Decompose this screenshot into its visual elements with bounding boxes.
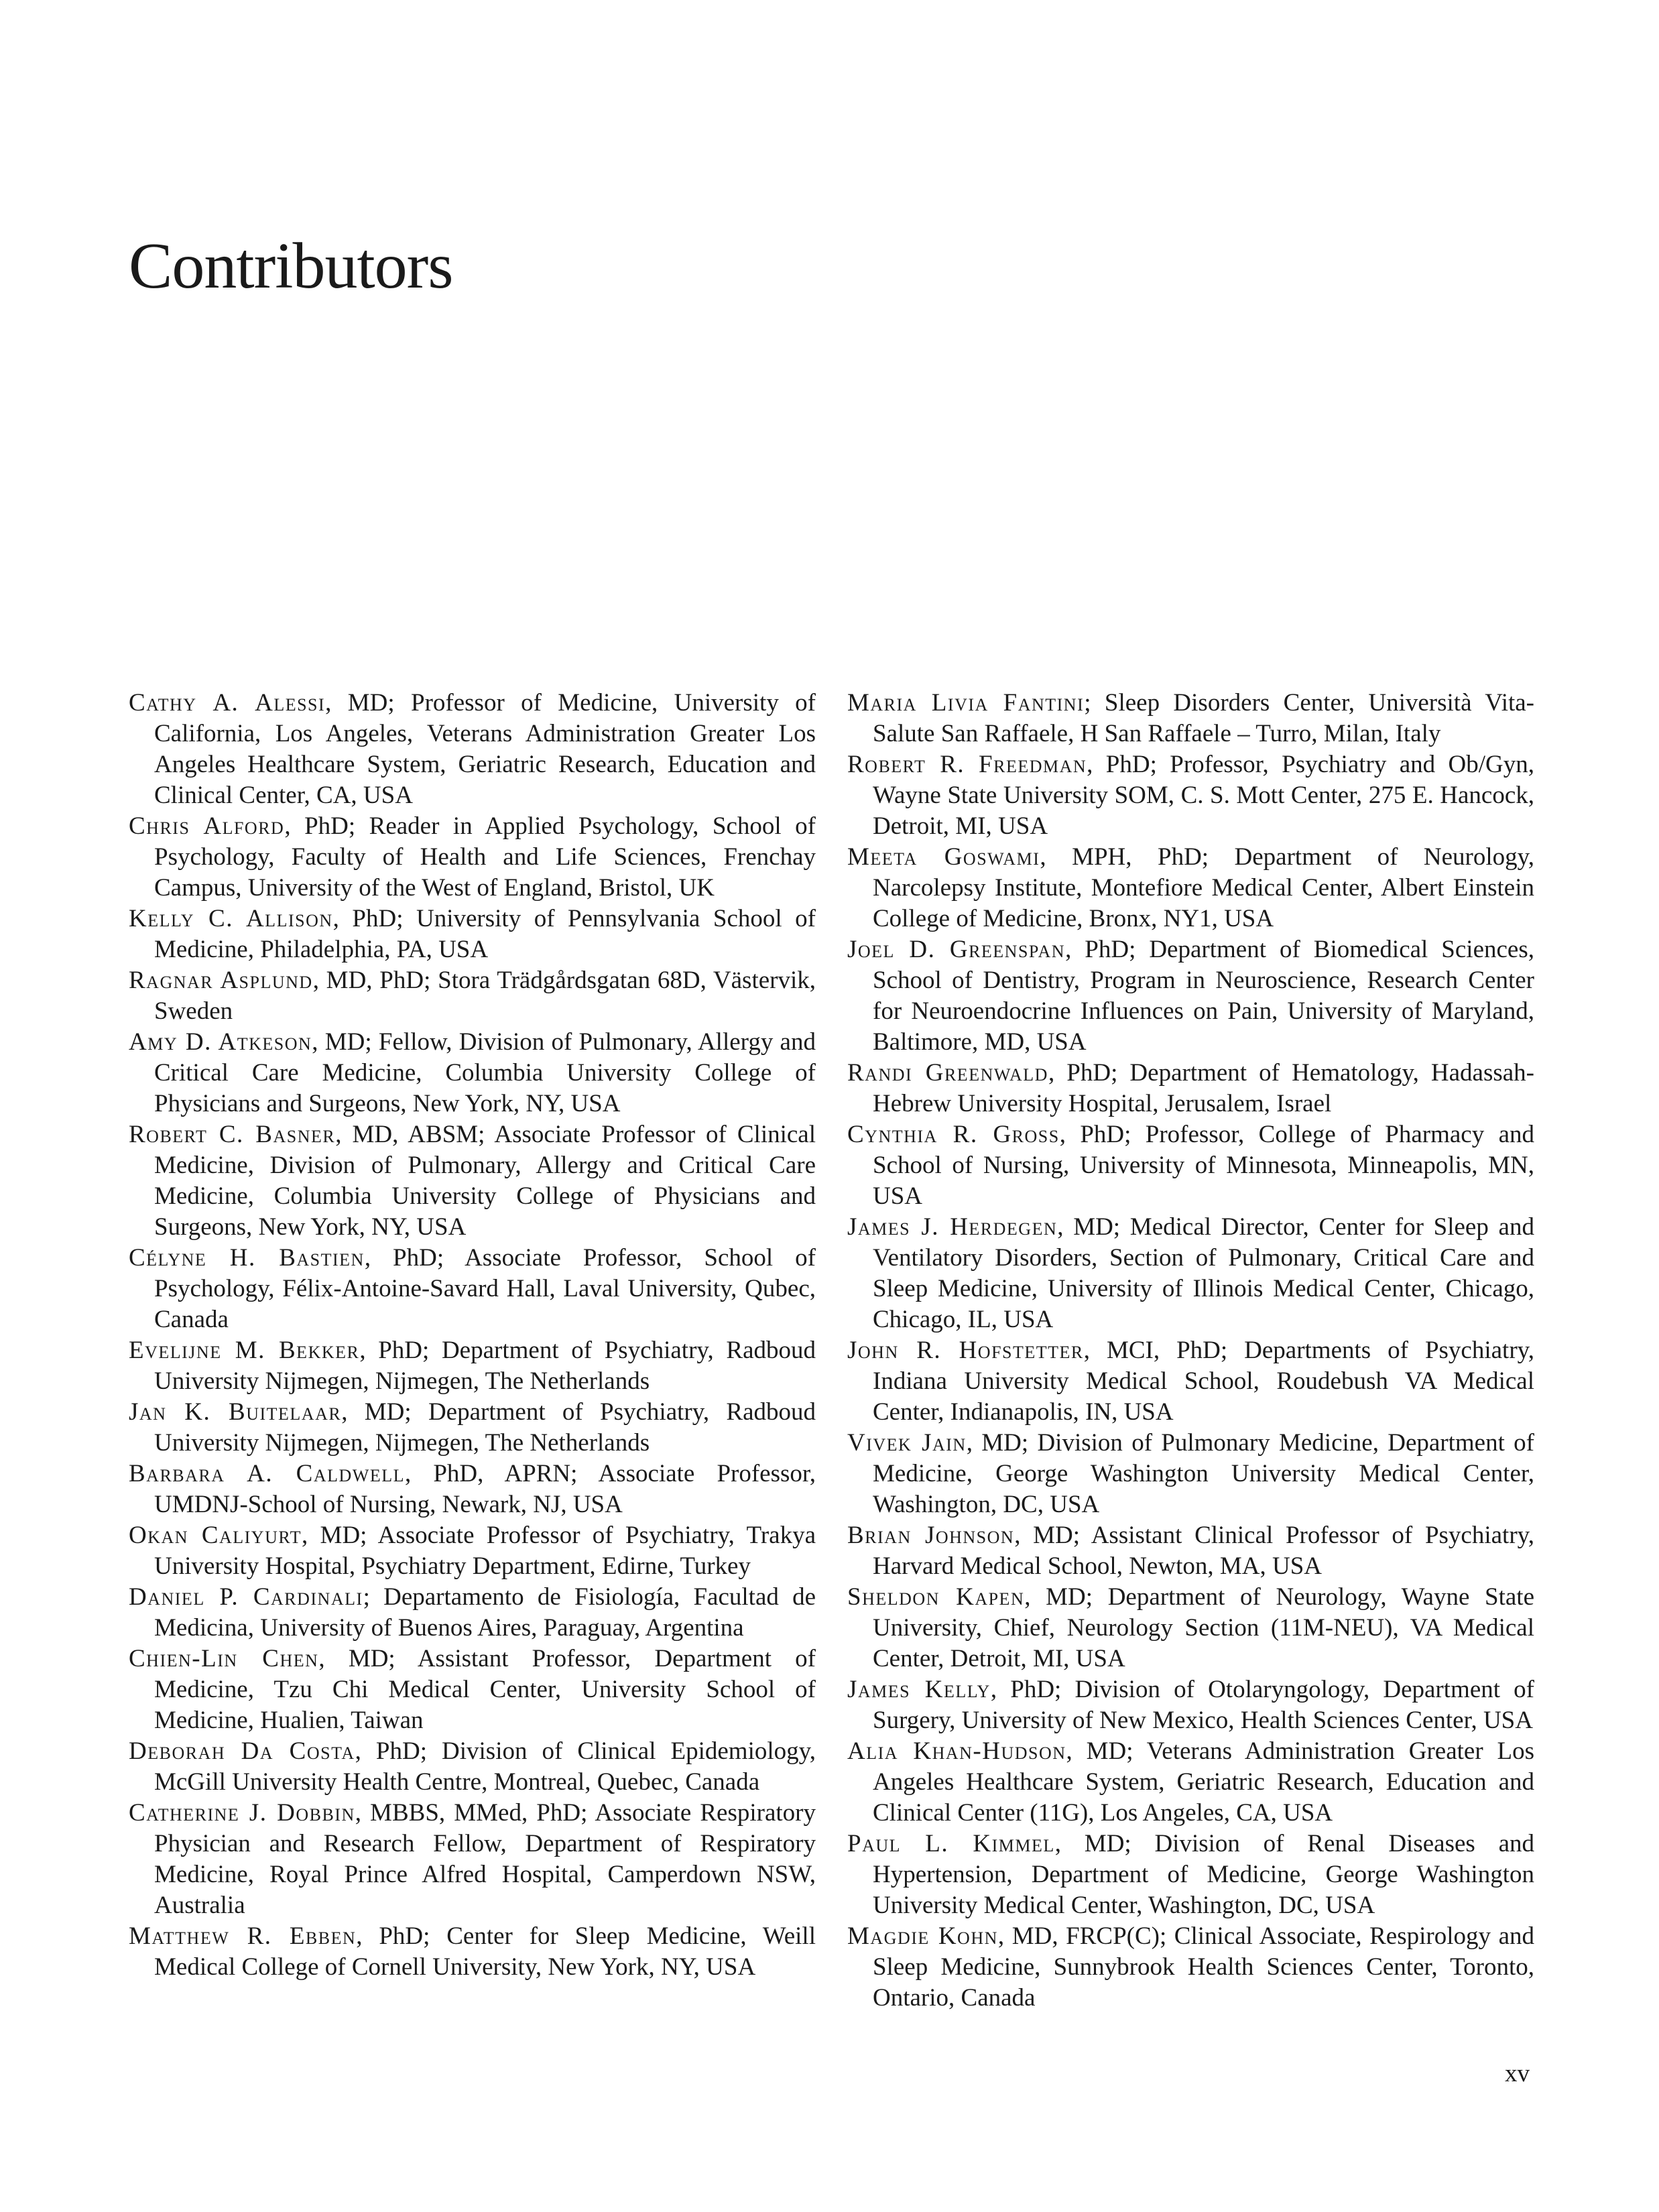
contributor-affiliation: , MD; Veterans Administration Greater Los Angeles Healthcare System, Geriatric Research, Education and Clinical Center (11G), Los Angeles, CA, USA xyxy=(873,1737,1534,1827)
contributor-name: Brian Johnson xyxy=(847,1522,1015,1549)
contributor-name: Alia Khan-Hudson xyxy=(847,1737,1066,1765)
contributor-name: Paul L. Kimmel xyxy=(847,1830,1055,1857)
contributor-affiliation: , PhD; Professor, College of Pharmacy and School of Nursing, University of Minnesota, Minneapolis, MN, USA xyxy=(873,1121,1534,1210)
page-title: Contributors xyxy=(129,230,453,302)
contributor-name: Daniel P. Cardinali xyxy=(129,1583,363,1611)
contributor-name: Randi Greenwald xyxy=(847,1059,1048,1087)
contributor-affiliation: , MD; Assistant Professor, Department of Medicine, Tzu Chi Medical Center, University School of Medicine, Hualien, Taiwan xyxy=(154,1645,816,1734)
contributor-affiliation: , MD; Associate Professor of Psychiatry, Trakya University Hospital, Psychiatry Department, Edirne, Turkey xyxy=(154,1522,816,1580)
contributor-name: Joel D. Greenspan xyxy=(847,936,1066,963)
contributor-entry xyxy=(129,965,816,1027)
contributor-affiliation: ; Departamento de Fisiología, Facultad de Medicina, University of Buenos Aires, Paraguay, Argentina xyxy=(154,1583,816,1642)
contributor-affiliation: , MD; Department of Neurology, Wayne State University, Chief, Neurology Section (11M-NEU), VA Medical Center, Detroit, MI, USA xyxy=(873,1583,1535,1672)
contributor-entry xyxy=(847,934,1534,1058)
contributor-entry xyxy=(847,1520,1534,1582)
contributor-name: Kelly C. Allison xyxy=(129,905,333,932)
contributor-entry xyxy=(129,688,816,811)
contributor-name: Deborah Da Costa xyxy=(129,1737,355,1765)
contributor-entry xyxy=(129,1520,816,1582)
contributor-entry xyxy=(129,904,816,965)
contributors-right-column xyxy=(847,688,1534,2014)
contributor-entry xyxy=(847,1921,1534,2014)
contributor-affiliation: , PhD; Department of Biomedical Sciences, School of Dentistry, Program in Neuroscience, Research Center for Neuroendocrine Influences on Pain, University of Maryland, Baltimore, MD, USA xyxy=(873,936,1534,1056)
contributor-affiliation: , PhD; Professor, Psychiatry and Ob/Gyn, Wayne State University SOM, C. S. Mott Center, 275 E. Hancock, Detroit, MI, USA xyxy=(873,751,1534,840)
page-number: xv xyxy=(1505,2060,1530,2087)
contributor-affiliation: , PhD; Department of Psychiatry, Radboud University Nijmegen, Nijmegen, The Netherlands xyxy=(154,1337,816,1395)
contributor-affiliation: , MD; Department of Psychiatry, Radboud University Nijmegen, Nijmegen, The Netherlands xyxy=(154,1398,816,1457)
contributor-name: James Kelly xyxy=(847,1676,991,1703)
contributor-entry xyxy=(129,1798,816,1921)
contributor-name: James J. Herdegen xyxy=(847,1213,1058,1241)
contributor-affiliation: , PhD; Department of Hematology, Hadassah-Hebrew University Hospital, Jerusalem, Israel xyxy=(873,1059,1534,1117)
contributor-affiliation: , MD; Division of Renal Diseases and Hypertension, Department of Medicine, George Washington University Medical Center, Washington, DC, USA xyxy=(873,1830,1534,1919)
contributor-entry xyxy=(129,1397,816,1459)
contributor-entry xyxy=(847,1212,1534,1335)
contributor-affiliation: , MD, PhD; Stora Trädgårdsgatan 68D, Västervik, Sweden xyxy=(154,967,816,1025)
contributor-affiliation: , MD, FRCP(C); Clinical Associate, Respirology and Sleep Medicine, Sunnybrook Health Sciences Center, Toronto, Ontario, Canada xyxy=(873,1922,1534,2012)
contributor-affiliation: , MD, ABSM; Associate Professor of Clinical Medicine, Division of Pulmonary, Allergy and Critical Care Medicine, Columbia University College of Physicians and Surgeons, New York, NY, USA xyxy=(154,1121,816,1241)
contributor-name: John R. Hofstetter xyxy=(847,1337,1084,1364)
contributor-entry xyxy=(129,1243,816,1335)
contributor-name: Matthew R. Ebben xyxy=(129,1922,357,1950)
contributor-name: Robert C. Basner xyxy=(129,1121,336,1148)
contributor-name: Chien-Lin Chen xyxy=(129,1645,319,1672)
contributor-affiliation: , MD; Assistant Clinical Professor of Psychiatry, Harvard Medical School, Newton, MA, USA xyxy=(873,1522,1534,1580)
contributor-name: Vivek Jain xyxy=(847,1429,967,1457)
contributor-name: Maria Livia Fantini xyxy=(847,689,1085,717)
contributor-affiliation: , MD; Division of Pulmonary Medicine, Department of Medicine, George Washington University Medical Center, Washington, DC, USA xyxy=(873,1429,1534,1518)
contributor-affiliation: , MPH, PhD; Department of Neurology, Narcolepsy Institute, Montefiore Medical Center, Albert Einstein College of Medicine, Bronx, NY1, USA xyxy=(873,843,1535,932)
contributor-name: Cathy A. Alessi xyxy=(129,689,326,717)
contributor-name: Barbara A. Caldwell xyxy=(129,1460,405,1487)
contributor-entry xyxy=(129,1027,816,1119)
contributor-entry xyxy=(129,1119,816,1243)
contributor-name: Jan K. Buitelaar xyxy=(129,1398,342,1426)
contributor-name: Catherine J. Dobbin xyxy=(129,1799,355,1827)
contributor-name: Evelijne M. Bekker xyxy=(129,1337,360,1364)
contributor-name: Sheldon Kapen xyxy=(847,1583,1025,1611)
contributor-affiliation: , PhD; Division of Otolaryngology, Department of Surgery, University of New Mexico, Health Sciences Center, USA xyxy=(873,1676,1534,1734)
contributor-entry xyxy=(847,749,1534,842)
contributor-name: Amy D. Atkeson xyxy=(129,1028,312,1056)
contributor-affiliation: , PhD; Center for Sleep Medicine, Weill Medical College of Cornell University, New York, NY, USA xyxy=(154,1922,816,1981)
contributor-entry xyxy=(129,1736,816,1798)
contributor-entry xyxy=(847,688,1534,749)
contributor-entry xyxy=(847,1335,1534,1428)
contributor-affiliation: , PhD; Associate Professor, School of Psychology, Félix-Antoine-Savard Hall, Laval University, Qubec, Canada xyxy=(154,1244,816,1333)
contributor-affiliation: ; Sleep Disorders Center, Università Vita-Salute San Raffaele, H San Raffaele – Turro, Milan, Italy xyxy=(873,689,1534,747)
contributor-entry xyxy=(847,1829,1534,1921)
contributor-name: Cynthia R. Gross xyxy=(847,1121,1060,1148)
contributor-name: Robert R. Freedman xyxy=(847,751,1087,778)
contributor-name: Okan Caliyurt xyxy=(129,1522,302,1549)
contributor-affiliation: , MD; Medical Director, Center for Sleep and Ventilatory Disorders, Section of Pulmonary, Critical Care and Sleep Medicine, University of Illinois Medical Center, Chicago, Chicago, IL, USA xyxy=(873,1213,1534,1333)
contributor-entry xyxy=(847,1582,1534,1674)
contributor-entry xyxy=(129,811,816,904)
contributor-entry xyxy=(847,1674,1534,1736)
contributor-name: Chris Alford xyxy=(129,812,285,840)
contributor-entry xyxy=(129,1921,816,1983)
contributor-affiliation: , PhD; University of Pennsylvania School of Medicine, Philadelphia, PA, USA xyxy=(154,905,816,963)
contributor-affiliation: , PhD; Reader in Applied Psychology, School of Psychology, Faculty of Health and Life Sciences, Frenchay Campus, University of the West of England, Bristol, UK xyxy=(154,812,816,902)
contributor-name: Célyne H. Bastien xyxy=(129,1244,365,1272)
contributor-entry xyxy=(847,842,1534,934)
contributor-affiliation: , MD; Professor of Medicine, University of California, Los Angeles, Veterans Administration Greater Los Angeles Healthcare System, Geriatric Research, Education and Clinical Center, CA, USA xyxy=(154,689,816,809)
contributor-entry xyxy=(847,1736,1534,1829)
contributor-name: Magdie Kohn xyxy=(847,1922,998,1950)
contributor-entry xyxy=(129,1335,816,1397)
contributors-left-column xyxy=(129,688,816,1983)
contributor-entry xyxy=(847,1058,1534,1119)
contributor-affiliation: , MD; Fellow, Division of Pulmonary, Allergy and Critical Care Medicine, Columbia University College of Physicians and Surgeons, New York, NY, USA xyxy=(154,1028,816,1117)
contributor-entry xyxy=(847,1119,1534,1212)
contributor-affiliation: , PhD; Division of Clinical Epidemiology, McGill University Health Centre, Montreal, Quebec, Canada xyxy=(154,1737,816,1796)
contributor-name: Ragnar Asplund xyxy=(129,967,313,994)
contributor-affiliation: , PhD, APRN; Associate Professor, UMDNJ-School of Nursing, Newark, NJ, USA xyxy=(154,1460,816,1518)
contributor-entry xyxy=(847,1428,1534,1520)
contributor-entry xyxy=(129,1459,816,1520)
contributor-affiliation: , MBBS, MMed, PhD; Associate Respiratory Physician and Research Fellow, Department of Respiratory Medicine, Royal Prince Alfred Hospital, Camperdown NSW, Australia xyxy=(154,1799,816,1919)
contributor-entry xyxy=(129,1582,816,1644)
contributor-name: Meeta Goswami xyxy=(847,843,1040,871)
contributor-entry xyxy=(129,1644,816,1736)
contributor-affiliation: , MCI, PhD; Departments of Psychiatry, Indiana University Medical School, Roudebush VA Medical Center, Indianapolis, IN, USA xyxy=(873,1337,1534,1426)
